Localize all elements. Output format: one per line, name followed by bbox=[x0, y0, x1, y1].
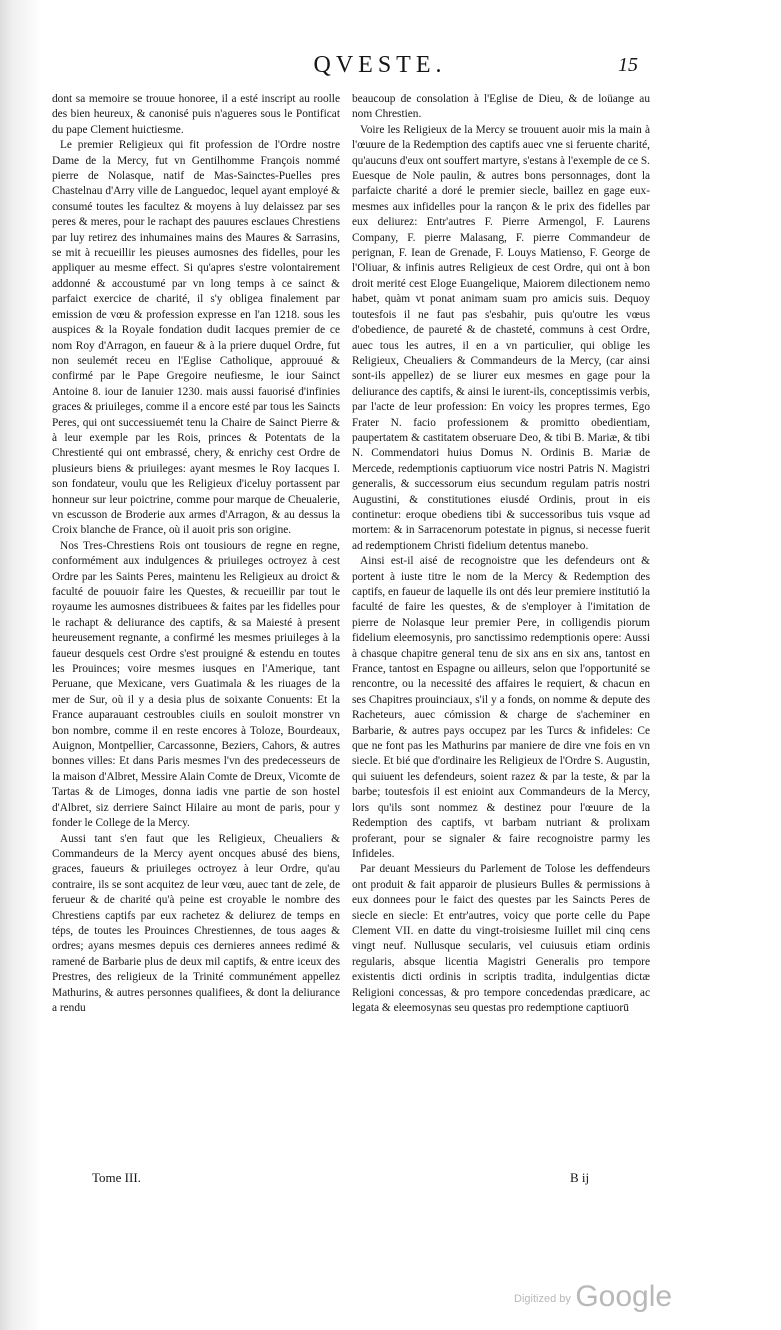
running-head-title: QVESTE. bbox=[313, 52, 447, 78]
right-text-column bbox=[352, 92, 650, 1016]
page-gutter-shadow bbox=[0, 0, 42, 1330]
google-logo: Google bbox=[575, 1280, 673, 1313]
digitized-watermark bbox=[514, 1280, 672, 1320]
left-text-column bbox=[52, 92, 340, 1016]
watermark-prefix: Digitized by bbox=[514, 1293, 571, 1305]
paragraph: Aussi tant s'en faut que les Religieux, Cheualiers & Commandeurs de la Mercy ayent oncques abusé des biens, graces, faueurs & priuileges octroyez à leur Ordre, qu'au contraire, ils se sont acquitez de leur vœu, auec tant de zele, de ferueur & de charité qu'à peine est croyable le nombre des Chrestiens captifs par eux rachetez & deliurez de temps en téps, de toutes les Prouinces Chrestiennes, de tous aages & ordres; ayans mesmes depuis ces dernieres annees redimé & ramené de Barbarie plus de deux mil captifs, & entre iceux des Prestres, des religieux de la Trinité communément appellez Mathurins, & autres personnes qualifiees, & dont la deliurance a rendu bbox=[52, 832, 340, 1014]
paragraph: dont sa memoire se trouue honoree, il a esté inscript au roolle des bien heureux, & canonisé puis n'agueres sous le Pontificat du pape Clement huictiesme. bbox=[52, 93, 340, 136]
page-number: 15 bbox=[618, 54, 638, 76]
paragraph: Par deuant Messieurs du Parlement de Tolose les deffendeurs ont produit & fait apparoir de plusieurs Bulles & permissions à eux donnees pour le faict des questes par les Saincts Peres de siecle en siecle: Et entr'autres, voicy que porte celle du Pape Clement VII. en datte du vingt-troisiesme Iuillet mil cinq cens vingt neuf. Nullusque secularis, vel cuiusuis etiam ordinis regularis, absque licentia Magistri Generalis pro tempore existentis dicti ordinis in scriptis tradita, indulgentias dictæ Religioni concessas, & pro tempore concedendas prædicare, ac legata & eleemosynas seu questas pro redemptione captiuorū bbox=[352, 863, 650, 1014]
paragraph: Ainsi est-il aisé de recognoistre que les defendeurs ont & portent à iuste titre le nom de la Mercy & Redemption des captifs, en faueur de laquelle ils ont dés leur premiere institutió la faculté de faire les questes, & de s'employer à l'imitation de pierre de Nolasque leur premier Pere, in colligendis piorum fidelium eleemosynis, pro sanctissimo redemptionis opere: Aussi à chasque chapitre general tenu de six ans en six ans, tantost en France, tantost en Espagne ou ailleurs, selon que l'opportunité se rencontre, ou la necessité des affaires le requiert, & chacun en ses Chapitres prouinciaux, s'il y a fonds, on nomme & depute des Racheteurs, auec cómission & charge de s'acheminer en Barbarie, & autres pays occupez par les Turcs & infideles: Ce que ne font pas les Mathurins par maniere de dire vne fois en vn siecle. Et bié que d'ordinaire les Religieux de l'Ordre S. Augustin, qui suiuent les defendeurs, soient razez & par la teste, & par la barbe; toutesfois il est enioint aux Commandeurs de la Mercy, lors qu'ils sont nommez & destinez pour l'œuure de la Redemption des captifs, vt barbam nutriant & prolixam proferant, pour se signaler & faire recognoistre parmy les Infideles. bbox=[352, 555, 651, 860]
paragraph: Voire les Religieux de la Mercy se trouuent auoir mis la main à l'œuure de la Redemption des captifs auec vne si feruente charité, qu'aucuns d'eux ont souffert martyre, s'estans à l'exemple de ce S. Euesque de Nole paulin, & autres bons personnages, dont la parfaicte charité a doré le premier siecle, baillez en gage eux-mesmes aux infidelles pour la rançon & le prix des fidelles par eux deliurez: Entr'autres F. Pierre Armengol, F. Laurens Company, F. pierre Malasang, F. pierre Commandeur de perignan, F. Iean de Grenade, F. Louys Matienso, F. George de l'Oliuar, & infinis autres Religieux de cest Ordre, qui ont à bon droit merité cest Eloge Euangelique, Maiorem dilectionem nemo habet, quàm vt ponat animam suam pro amicis suis. Dequoy toutesfois il ne faut pas s'esbahir, puis qu'outre les vœus d'obedience, de paureté & de chasteté, communs à cest Ordre, auec tous les autres, il en a vn particulier, qui oblige les Religieux, Cheualiers & Commandeurs de la Mercy, (car ainsi sont-ils appellez) de se liurer eux mesmes en gage pour la deliurance des captifs, & ainsi le iurent-ils, conceptissimis verbis, par l'acte de leur profession: En voicy les propres termes, Ego Frater N. facio professionem & promitto obedientiam, paupertatem & castitatem obseruare Deo, & tibi B. Mariæ, & tibi N. Commendatori huius Domus N. Ordinis B. Mariæ de Mercede, redemptionis captiuorum vice nostri Patris N. Magistri generalis, & successorum eius secundum regulam patris nostri Augustini, & constitutiones eiusdé Ordinis, prout in eis continetur: eroque obediens tibi & successoribus tuis vsque ad mortem: & in Sarracenorum potestate in pignus, si necesse fuerit ad redemptionem Christi fidelium detentus manebo. bbox=[352, 123, 650, 552]
signature-mark: B ij bbox=[570, 1170, 590, 1185]
volume-label: Tome III. bbox=[92, 1170, 141, 1185]
paragraph: beaucoup de consolation à l'Eglise de Dieu, & de loüange au nom Chrestien. bbox=[352, 93, 650, 121]
paragraph: Le premier Religieux qui fit profession de l'Ordre nostre Dame de la Mercy, fut vn Gentilhomme François nommé pierre de Nolasque, natif de Mas-Sainctes-Puelles pres Chastelnau d'Arry ville de Languedoc, lequel ayant employé & consumé toutes les facultez & moyens à luy delaissez par ses peres & meres, pour le rachapt des pauures esclaues Chrestiens par luy retirez des inhumaines mains des Maures & Sarrasins, se mit à recueillir les pieuses aumosnes des fidelles, pour les appliquer au mesme effect. Si qu'apres s'estre volontairement addonné & accoustumé par vn long temps à ce sainct & parfaict exercice de charité, il s'y obligea finalement par emission de vœu & profession expresse en l'an 1218. sous les auspices & la Royale fondation dudit Iacques premier de ce nom Roy d'Arragon, en faueur & à la priere duquel Ordre, fut non seulemét receu en l'Eglise Catholique, approuué & confirmé par le Pape Gregoire neufiesme, le iour Sainct Antoine 8. iour de Ianuier 1230. mais aussi fauorisé d'infinies graces & priuileges, comme il a encore esté par tous les Saincts Peres, qui ont successiuemét tenu la Chaire de Sainct Pierre & à leur exemple par les Rois, princes & Potentats de la Chrestienté qui ont embrassé, chery, & enrichy cest Ordre de plusieurs biens & priuileges: ayant mesmes le Roy Iacques I. son fondateur, voulu que les Religieux d'iceluy portassent par honneur sur leur poictrine, comme pour marque de Cheualerie, vn escusson de Broderie aux armes d'Arragon, & au dessus la Croix blanche de France, où il auoit pris son origine. bbox=[52, 139, 340, 537]
paragraph: Nos Tres-Chrestiens Rois ont tousiours de regne en regne, conformément aux indulgences & priuileges octroyez à cest Ordre par les Saints Peres, maintenu les Religieux au droict & faculté de pouuoir faire les Questes, & recueillir par tout le royaume les aumosnes distribuees & faites par les fidelles pour le rachapt & deliurance des captifs, & sa Maiesté à present heureusement regnante, a confirmé les mesmes priuileges à la faueur desquels cest Ordre s'est prouigné & estendu en toutes les Prouinces; voire mesmes iusques en l'Amerique, tant Peruane, que Mexicane, vers Guatimala & les riuages de la mer de Sur, où il y a desia plus de soixante Conuents: Et la France auparauant cestroubles ciuils en souloit monstrer vn bon nombre, comme il en reste encores à Toloze, Bourdeaux, Auignon, Montpellier, Carcassonne, Beziers, Cahors, & autres bonnes villes: Et dans Paris mesmes l'vn des predecesseurs de la maison d'Albret, Messire Alain Comte de Dreux, Vicomte de Tartas & de Limoges, donna iadis vne partie de son hostel d'Albret, siz derriere Sainct Hilaire au mont de paris, pour y fonder le College de la Mercy. bbox=[52, 539, 340, 830]
